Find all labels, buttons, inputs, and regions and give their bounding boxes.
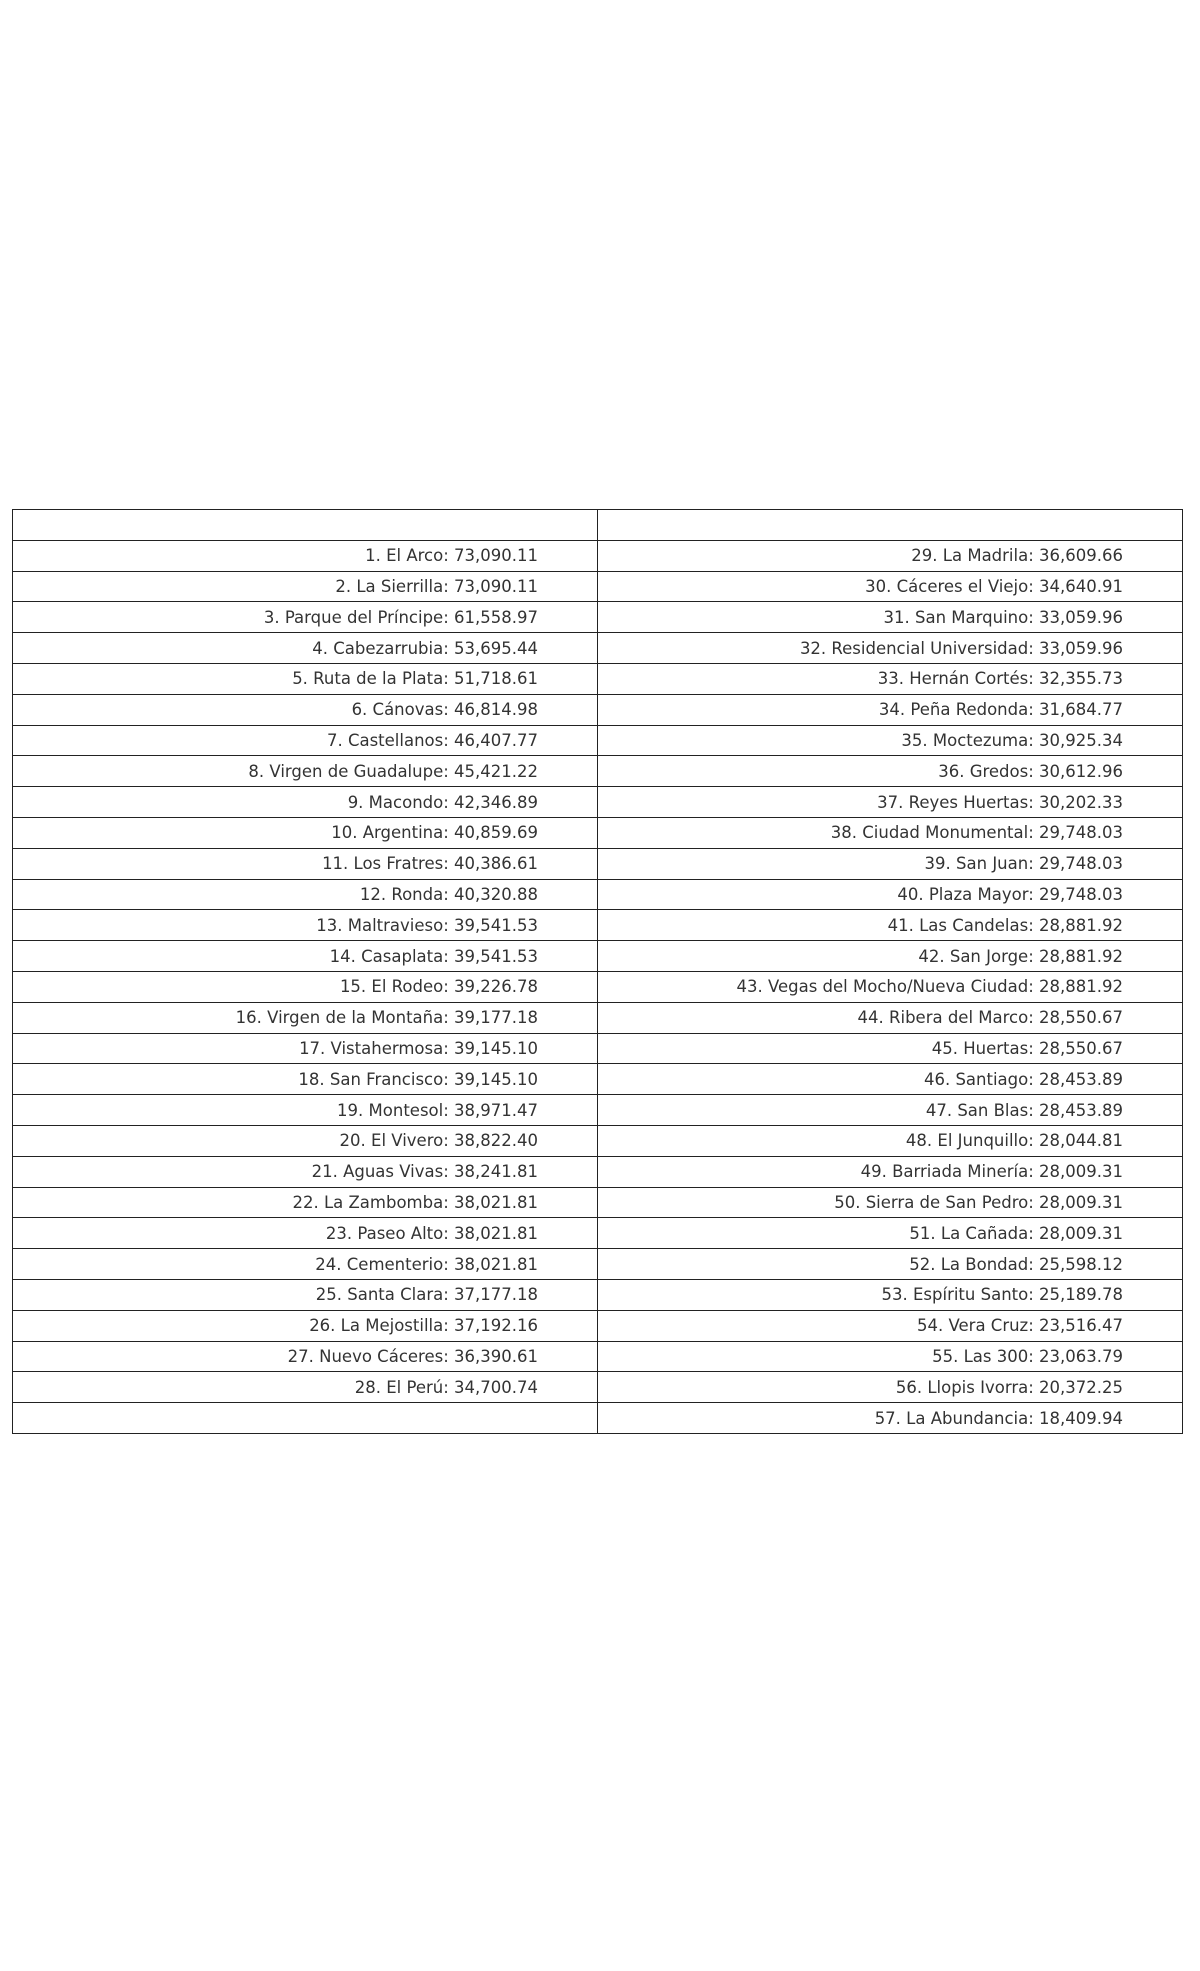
left-cell: 6. Cánovas: 46,814.98 <box>13 694 598 725</box>
ranking-table <box>12 509 1183 1434</box>
left-cell: 21. Aguas Vivas: 38,241.81 <box>13 1156 598 1187</box>
table-row <box>13 1156 1183 1187</box>
left-cell: 27. Nuevo Cáceres: 36,390.61 <box>13 1341 598 1372</box>
left-cell: 3. Parque del Príncipe: 61,558.97 <box>13 602 598 633</box>
right-cell: 29. La Madrila: 36,609.66 <box>598 540 1183 571</box>
right-cell: 42. San Jorge: 28,881.92 <box>598 941 1183 972</box>
left-cell: 18. San Francisco: 39,145.10 <box>13 1064 598 1095</box>
table-row <box>13 879 1183 910</box>
right-cell: 37. Reyes Huertas: 30,202.33 <box>598 787 1183 818</box>
right-cell: 33. Hernán Cortés: 32,355.73 <box>598 663 1183 694</box>
right-cell: 57. La Abundancia: 18,409.94 <box>598 1403 1183 1434</box>
table-row <box>13 971 1183 1002</box>
right-cell: 47. San Blas: 28,453.89 <box>598 1095 1183 1126</box>
right-cell: 51. La Cañada: 28,009.31 <box>598 1218 1183 1249</box>
table-row <box>13 571 1183 602</box>
right-cell: 40. Plaza Mayor: 29,748.03 <box>598 879 1183 910</box>
right-cell: 49. Barriada Minería: 28,009.31 <box>598 1156 1183 1187</box>
left-cell: 26. La Mejostilla: 37,192.16 <box>13 1310 598 1341</box>
table-row <box>13 633 1183 664</box>
right-cell: 55. Las 300: 23,063.79 <box>598 1341 1183 1372</box>
left-cell: 5. Ruta de la Plata: 51,718.61 <box>13 663 598 694</box>
left-cell: 1. El Arco: 73,090.11 <box>13 540 598 571</box>
right-cell: 53. Espíritu Santo: 25,189.78 <box>598 1279 1183 1310</box>
table-row <box>13 787 1183 818</box>
left-cell: 13. Maltravieso: 39,541.53 <box>13 910 598 941</box>
left-cell: 14. Casaplata: 39,541.53 <box>13 941 598 972</box>
left-cell: 8. Virgen de Guadalupe: 45,421.22 <box>13 756 598 787</box>
right-cell: 38. Ciudad Monumental: 29,748.03 <box>598 817 1183 848</box>
right-cell: 35. Moctezuma: 30,925.34 <box>598 725 1183 756</box>
table-row <box>13 694 1183 725</box>
table-row <box>13 848 1183 879</box>
left-cell: 12. Ronda: 40,320.88 <box>13 879 598 910</box>
table-row <box>13 540 1183 571</box>
table-row <box>13 1002 1183 1033</box>
right-cell: 46. Santiago: 28,453.89 <box>598 1064 1183 1095</box>
left-cell: 2. La Sierrilla: 73,090.11 <box>13 571 598 602</box>
table-row <box>13 1218 1183 1249</box>
table-row <box>13 725 1183 756</box>
right-cell: 45. Huertas: 28,550.67 <box>598 1033 1183 1064</box>
table-row <box>13 1403 1183 1434</box>
ranking-table-body <box>13 510 1183 1434</box>
right-cell: 30. Cáceres el Viejo: 34,640.91 <box>598 571 1183 602</box>
right-cell: 48. El Junquillo: 28,044.81 <box>598 1125 1183 1156</box>
left-cell: 20. El Vivero: 38,822.40 <box>13 1125 598 1156</box>
left-cell: 11. Los Fratres: 40,386.61 <box>13 848 598 879</box>
left-cell <box>13 1403 598 1434</box>
table-row <box>13 1187 1183 1218</box>
left-cell: 19. Montesol: 38,971.47 <box>13 1095 598 1126</box>
right-cell: 50. Sierra de San Pedro: 28,009.31 <box>598 1187 1183 1218</box>
right-cell: 34. Peña Redonda: 31,684.77 <box>598 694 1183 725</box>
table-row <box>13 756 1183 787</box>
left-cell: 7. Castellanos: 46,407.77 <box>13 725 598 756</box>
left-cell: 9. Macondo: 42,346.89 <box>13 787 598 818</box>
left-cell: 4. Cabezarrubia: 53,695.44 <box>13 633 598 664</box>
left-cell: 17. Vistahermosa: 39,145.10 <box>13 1033 598 1064</box>
left-cell: 10. Argentina: 40,859.69 <box>13 817 598 848</box>
right-cell: 31. San Marquino: 33,059.96 <box>598 602 1183 633</box>
table-row <box>13 1279 1183 1310</box>
table-row <box>13 817 1183 848</box>
left-cell: 16. Virgen de la Montaña: 39,177.18 <box>13 1002 598 1033</box>
right-cell: 32. Residencial Universidad: 33,059.96 <box>598 633 1183 664</box>
table-row <box>13 910 1183 941</box>
right-cell: 43. Vegas del Mocho/Nueva Ciudad: 28,881.92 <box>598 971 1183 1002</box>
right-cell: 56. Llopis Ivorra: 20,372.25 <box>598 1372 1183 1403</box>
left-cell: 23. Paseo Alto: 38,021.81 <box>13 1218 598 1249</box>
left-cell: 24. Cementerio: 38,021.81 <box>13 1249 598 1280</box>
right-cell: 41. Las Candelas: 28,881.92 <box>598 910 1183 941</box>
table-row <box>13 1372 1183 1403</box>
table-row <box>13 1125 1183 1156</box>
table-row <box>13 1341 1183 1372</box>
left-cell: 15. El Rodeo: 39,226.78 <box>13 971 598 1002</box>
table-row <box>13 663 1183 694</box>
header-cell-right <box>598 510 1183 541</box>
table-row <box>13 1249 1183 1280</box>
table-row <box>13 1064 1183 1095</box>
table-row <box>13 1033 1183 1064</box>
header-cell-left <box>13 510 598 541</box>
right-cell: 54. Vera Cruz: 23,516.47 <box>598 1310 1183 1341</box>
left-cell: 28. El Perú: 34,700.74 <box>13 1372 598 1403</box>
table-row <box>13 1310 1183 1341</box>
right-cell: 39. San Juan: 29,748.03 <box>598 848 1183 879</box>
table-row <box>13 602 1183 633</box>
table-header-row <box>13 510 1183 541</box>
right-cell: 36. Gredos: 30,612.96 <box>598 756 1183 787</box>
right-cell: 44. Ribera del Marco: 28,550.67 <box>598 1002 1183 1033</box>
right-cell: 52. La Bondad: 25,598.12 <box>598 1249 1183 1280</box>
table-row <box>13 1095 1183 1126</box>
left-cell: 25. Santa Clara: 37,177.18 <box>13 1279 598 1310</box>
left-cell: 22. La Zambomba: 38,021.81 <box>13 1187 598 1218</box>
table-row <box>13 941 1183 972</box>
